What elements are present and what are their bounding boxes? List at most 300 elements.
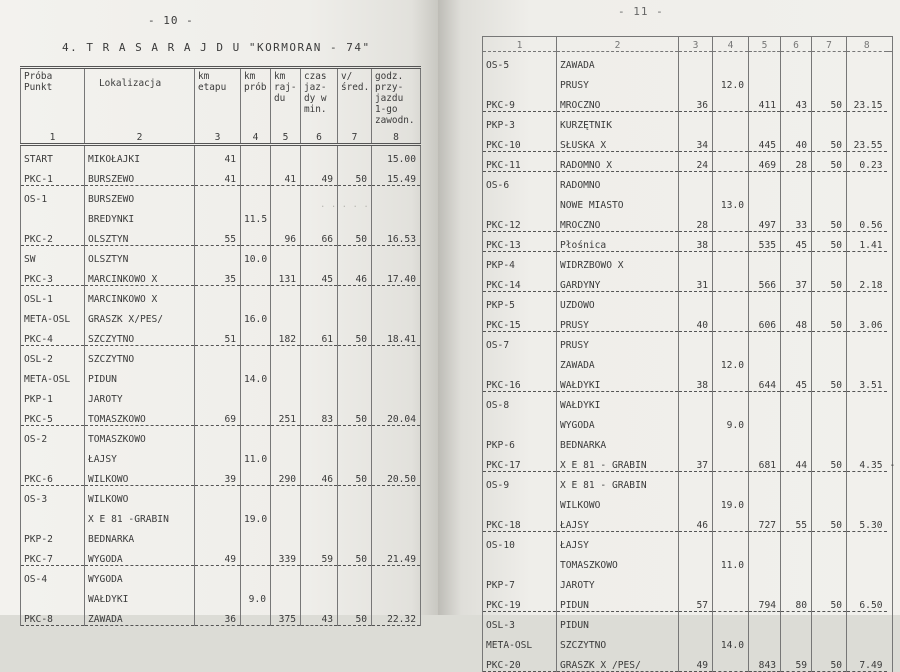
km-test-cell — [241, 386, 271, 406]
km-rally-cell — [271, 306, 301, 326]
km-stage-cell: 41 — [195, 145, 241, 166]
km-stage-cell — [679, 412, 713, 432]
drive-time-cell — [301, 286, 338, 306]
location-cell: Płośnica — [557, 232, 679, 252]
table-row — [483, 552, 893, 572]
km-stage-cell: 38 — [679, 372, 713, 392]
km-test-cell — [241, 606, 271, 626]
margin-mark — [887, 632, 893, 652]
margin-mark — [887, 432, 893, 452]
avg-speed-cell: 50 — [812, 272, 847, 292]
margin-mark — [887, 332, 893, 352]
km-stage-cell — [195, 206, 241, 226]
arrival-time-cell — [372, 366, 421, 386]
arrival-time-cell — [372, 246, 421, 266]
km-rally-cell — [749, 392, 781, 412]
arrival-time-cell: 22.32 — [372, 606, 421, 626]
km-stage-cell — [679, 612, 713, 632]
point-cell — [21, 506, 85, 526]
avg-speed-cell — [812, 192, 847, 212]
drive-time-cell — [301, 306, 338, 326]
location-cell: ZAWADA — [557, 52, 679, 72]
km-test-cell — [241, 326, 271, 346]
arrival-time-cell — [847, 292, 887, 312]
km-stage-cell — [679, 432, 713, 452]
km-stage-cell: 36 — [195, 606, 241, 626]
location-cell: PRUSY — [557, 312, 679, 332]
table-row — [483, 152, 893, 172]
page-number: - 10 - — [148, 14, 194, 27]
km-rally-cell: 727 — [749, 512, 781, 532]
col-header-km-test: km prób — [241, 68, 271, 127]
margin-mark — [887, 172, 893, 192]
avg-speed-cell — [338, 346, 372, 366]
arrival-time-cell — [847, 172, 887, 192]
location-cell: ZAWADA — [557, 352, 679, 372]
point-cell: PKC-12 — [483, 212, 557, 232]
point-cell: PKC-9 — [483, 92, 557, 112]
arrival-time-cell: 15.00 — [372, 145, 421, 166]
location-cell: GARDYNY — [557, 272, 679, 292]
drive-time-cell — [301, 486, 338, 506]
km-rally-cell — [749, 112, 781, 132]
arrival-time-cell: 20.04 — [372, 406, 421, 426]
arrival-time-cell: 16.53 — [372, 226, 421, 246]
margin-mark — [887, 192, 893, 212]
km-test-cell — [241, 226, 271, 246]
location-cell: UZDOWO — [557, 292, 679, 312]
arrival-time-cell — [372, 506, 421, 526]
table-row — [21, 366, 421, 386]
column-number: 7 — [338, 127, 372, 145]
table-row — [483, 312, 893, 332]
point-cell: PKP-1 — [21, 386, 85, 406]
drive-time-cell — [781, 532, 812, 552]
location-cell: WAŁDYKI — [557, 372, 679, 392]
km-stage-cell: 37 — [679, 452, 713, 472]
table-row — [21, 266, 421, 286]
avg-speed-cell — [338, 386, 372, 406]
km-rally-cell — [749, 572, 781, 592]
table-row — [483, 612, 893, 632]
avg-speed-cell — [812, 532, 847, 552]
drive-time-cell: 59 — [301, 546, 338, 566]
table-row — [483, 532, 893, 552]
point-cell: OS-1 — [21, 186, 85, 206]
km-rally-cell — [749, 632, 781, 652]
table-row — [483, 52, 893, 72]
km-rally-cell: 497 — [749, 212, 781, 232]
km-rally-cell — [271, 446, 301, 466]
location-cell: X E 81 - GRABIN — [557, 452, 679, 472]
location-cell: JAROTY — [557, 572, 679, 592]
point-cell — [21, 446, 85, 466]
location-cell: TOMASZKOWO — [557, 552, 679, 572]
drive-time-cell — [301, 586, 338, 606]
table-row — [483, 492, 893, 512]
column-number: 3 — [195, 127, 241, 145]
point-cell: OS-2 — [21, 426, 85, 446]
arrival-time-cell: 6.50 — [847, 592, 887, 612]
km-test-cell — [713, 512, 749, 532]
avg-speed-cell — [812, 552, 847, 572]
km-rally-cell: 182 — [271, 326, 301, 346]
km-stage-cell — [195, 426, 241, 446]
avg-speed-cell: 50 — [812, 92, 847, 112]
km-test-cell — [241, 166, 271, 186]
drive-time-cell — [781, 292, 812, 312]
point-cell: PKP-4 — [483, 252, 557, 272]
km-stage-cell — [195, 446, 241, 466]
km-rally-cell: 644 — [749, 372, 781, 392]
drive-time-cell: 28 — [781, 152, 812, 172]
location-cell: ŁAJSY — [557, 532, 679, 552]
point-cell — [483, 192, 557, 212]
column-number: 1 — [21, 127, 85, 145]
avg-speed-cell — [812, 52, 847, 72]
arrival-time-cell: 3.51 — [847, 372, 887, 392]
km-stage-cell: 39 — [195, 466, 241, 486]
km-test-cell — [713, 172, 749, 192]
margin-mark — [887, 252, 893, 272]
km-stage-cell: 57 — [679, 592, 713, 612]
column-number: 3 — [679, 37, 713, 52]
km-test-cell: 12.0 — [713, 352, 749, 372]
arrival-time-cell: 20.50 — [372, 466, 421, 486]
km-test-cell — [241, 145, 271, 166]
margin-mark — [887, 532, 893, 552]
km-stage-cell — [679, 192, 713, 212]
km-test-cell — [713, 332, 749, 352]
avg-speed-cell — [812, 472, 847, 492]
drive-time-cell — [781, 612, 812, 632]
km-rally-cell — [749, 612, 781, 632]
location-cell: RADOMNO — [557, 172, 679, 192]
column-number: 2 — [557, 37, 679, 52]
km-stage-cell: 38 — [679, 232, 713, 252]
avg-speed-cell — [812, 292, 847, 312]
avg-speed-cell: 50 — [338, 226, 372, 246]
km-test-cell — [713, 292, 749, 312]
table-row — [21, 466, 421, 486]
km-rally-cell — [271, 526, 301, 546]
arrival-time-cell — [847, 612, 887, 632]
km-stage-cell: 49 — [195, 546, 241, 566]
point-cell: PKP-6 — [483, 432, 557, 452]
avg-speed-cell: 50 — [338, 326, 372, 346]
avg-speed-cell — [338, 566, 372, 586]
km-stage-cell — [195, 286, 241, 306]
margin-mark — [887, 112, 893, 132]
km-stage-cell — [679, 52, 713, 72]
table-row — [483, 412, 893, 432]
arrival-time-cell: 23.55 — [847, 132, 887, 152]
drive-time-cell: 46 — [301, 466, 338, 486]
km-rally-cell — [271, 586, 301, 606]
margin-mark — [887, 652, 893, 672]
arrival-time-cell — [847, 572, 887, 592]
arrival-time-cell — [847, 632, 887, 652]
km-stage-cell: 41 — [195, 166, 241, 186]
col-header-arrival-time: godz. przy- jazdu 1-go zawodn. — [372, 68, 421, 127]
arrival-time-cell: 18.41 — [372, 326, 421, 346]
col-header-avg-speed: v/ śred. — [338, 68, 372, 127]
point-cell: PKP-3 — [483, 112, 557, 132]
arrival-time-cell — [847, 432, 887, 452]
drive-time-cell — [301, 246, 338, 266]
margin-mark — [887, 372, 893, 392]
km-rally-cell — [271, 186, 301, 206]
avg-speed-cell — [338, 526, 372, 546]
km-stage-cell: 24 — [679, 152, 713, 172]
arrival-time-cell — [372, 206, 421, 226]
location-cell: BURSZEWO — [85, 166, 195, 186]
location-cell: X E 81 - GRABIN — [557, 472, 679, 492]
drive-time-cell — [301, 186, 338, 206]
km-test-cell — [241, 286, 271, 306]
km-test-cell — [713, 372, 749, 392]
arrival-time-cell — [847, 332, 887, 352]
km-test-cell: 9.0 — [241, 586, 271, 606]
col-header-drive-time: czas jaz- dy w min. — [301, 68, 338, 127]
table-row — [483, 72, 893, 92]
km-rally-cell: 469 — [749, 152, 781, 172]
location-cell: PRUSY — [557, 72, 679, 92]
margin-mark: - — [889, 460, 896, 471]
drive-time-cell — [781, 412, 812, 432]
location-cell: BURSZEWO — [85, 186, 195, 206]
point-cell — [483, 352, 557, 372]
column-number: 8 — [847, 37, 887, 52]
point-cell: META-OSL — [483, 632, 557, 652]
drive-time-cell: 43 — [301, 606, 338, 626]
arrival-time-cell — [372, 186, 421, 206]
point-cell: PKC-4 — [21, 326, 85, 346]
km-rally-cell: 96 — [271, 226, 301, 246]
km-rally-cell — [749, 252, 781, 272]
arrival-time-cell — [372, 286, 421, 306]
avg-speed-cell: 50 — [812, 512, 847, 532]
km-rally-cell — [271, 246, 301, 266]
point-cell: META-OSL — [21, 306, 85, 326]
km-rally-cell: 339 — [271, 546, 301, 566]
drive-time-cell: 37 — [781, 272, 812, 292]
location-cell: KURZĘTNIK — [557, 112, 679, 132]
km-rally-cell: 681 — [749, 452, 781, 472]
arrival-time-cell: 15.49 — [372, 166, 421, 186]
margin-mark — [887, 232, 893, 252]
table-row — [21, 246, 421, 266]
point-cell: PKC-8 — [21, 606, 85, 626]
table-row — [21, 486, 421, 506]
location-cell: PRUSY — [557, 332, 679, 352]
table-row — [21, 326, 421, 346]
arrival-time-cell — [847, 192, 887, 212]
km-stage-cell — [195, 526, 241, 546]
point-cell: PKC-13 — [483, 232, 557, 252]
avg-speed-cell — [338, 306, 372, 326]
arrival-time-cell — [372, 526, 421, 546]
km-stage-cell — [679, 252, 713, 272]
table-row — [483, 192, 893, 212]
km-test-cell — [713, 112, 749, 132]
km-test-cell: 11.5 — [241, 206, 271, 226]
km-rally-cell: 535 — [749, 232, 781, 252]
point-cell: PKC-7 — [21, 546, 85, 566]
col-header-location: Lokalizacja — [85, 68, 195, 127]
km-test-cell — [241, 186, 271, 206]
km-test-cell: 12.0 — [713, 72, 749, 92]
point-cell — [21, 206, 85, 226]
point-cell: PKC-19 — [483, 592, 557, 612]
location-cell: GRASZK X/PES/ — [85, 306, 195, 326]
location-cell: SZCZYTNO — [85, 346, 195, 366]
avg-speed-cell: 50 — [338, 466, 372, 486]
margin-mark — [887, 52, 893, 72]
arrival-time-cell: 23.15 — [847, 92, 887, 112]
table-row — [21, 566, 421, 586]
col-header-km-rally: km raj- du — [271, 68, 301, 127]
margin-mark — [887, 352, 893, 372]
point-cell: OSL-2 — [21, 346, 85, 366]
km-stage-cell: 31 — [679, 272, 713, 292]
km-test-cell — [713, 612, 749, 632]
point-cell: SW — [21, 246, 85, 266]
km-rally-cell: 290 — [271, 466, 301, 486]
avg-speed-cell — [338, 366, 372, 386]
avg-speed-cell: 46 — [338, 266, 372, 286]
table-row — [21, 145, 421, 166]
margin-mark — [887, 592, 893, 612]
avg-speed-cell — [812, 172, 847, 192]
table-row — [21, 286, 421, 306]
location-cell: SŁUSKA X — [557, 132, 679, 152]
point-cell: META-OSL — [21, 366, 85, 386]
margin-mark — [887, 512, 893, 532]
arrival-time-cell — [847, 352, 887, 372]
km-test-cell — [713, 212, 749, 232]
km-stage-cell — [679, 292, 713, 312]
km-test-cell — [713, 232, 749, 252]
km-stage-cell — [679, 72, 713, 92]
point-cell — [21, 586, 85, 606]
arrival-time-cell: 0.23 — [847, 152, 887, 172]
arrival-time-cell: 0.56 — [847, 212, 887, 232]
avg-speed-cell — [812, 332, 847, 352]
margin-mark — [887, 412, 893, 432]
table-body — [21, 145, 421, 626]
km-stage-cell — [195, 346, 241, 366]
drive-time-cell — [781, 492, 812, 512]
km-test-cell — [241, 526, 271, 546]
arrival-time-cell — [847, 412, 887, 432]
location-cell: ŁAJSY — [557, 512, 679, 532]
drive-time-cell: 66 — [301, 226, 338, 246]
location-cell: WYGODA — [85, 546, 195, 566]
drive-time-cell — [301, 446, 338, 466]
location-cell: WILKOWO — [85, 466, 195, 486]
drive-time-cell — [781, 472, 812, 492]
drive-time-cell: 45 — [781, 232, 812, 252]
table-row — [21, 206, 421, 226]
point-cell: PKP-2 — [21, 526, 85, 546]
location-cell: WAŁDYKI — [85, 586, 195, 606]
page-number: - 11 - — [618, 5, 664, 18]
arrival-time-cell — [372, 426, 421, 446]
margin-mark — [887, 312, 893, 332]
point-cell: OS-6 — [483, 172, 557, 192]
column-number: 4 — [241, 127, 271, 145]
location-cell: SZCZYTNO — [85, 326, 195, 346]
column-number: 7 — [812, 37, 847, 52]
km-stage-cell: 69 — [195, 406, 241, 426]
km-test-cell — [713, 432, 749, 452]
km-stage-cell — [195, 586, 241, 606]
location-cell: TOMASZKOWO — [85, 406, 195, 426]
avg-speed-cell — [812, 632, 847, 652]
drive-time-cell — [781, 632, 812, 652]
drive-time-cell — [781, 112, 812, 132]
location-cell: NOWE MIASTO — [557, 192, 679, 212]
km-test-cell — [241, 346, 271, 366]
drive-time-cell — [781, 192, 812, 212]
table-row — [483, 172, 893, 192]
arrival-time-cell — [847, 112, 887, 132]
km-test-cell — [713, 92, 749, 112]
arrival-time-cell: 4.35 — [847, 452, 887, 472]
drive-time-cell — [301, 386, 338, 406]
location-cell: BEDNARKA — [557, 432, 679, 452]
km-test-cell — [713, 572, 749, 592]
drive-time-cell: 49 — [301, 166, 338, 186]
km-test-cell: 19.0 — [241, 506, 271, 526]
table-row — [21, 446, 421, 466]
arrival-time-cell — [847, 492, 887, 512]
left-page — [0, 0, 438, 625]
drive-time-cell — [301, 526, 338, 546]
point-cell: OS-7 — [483, 332, 557, 352]
km-test-cell — [713, 152, 749, 172]
km-test-cell: 13.0 — [713, 192, 749, 212]
location-cell: MROCZNO — [557, 92, 679, 112]
km-stage-cell — [679, 532, 713, 552]
table-row — [483, 372, 893, 392]
arrival-time-cell: 17.40 — [372, 266, 421, 286]
route-table-left — [20, 66, 421, 626]
table-row — [483, 332, 893, 352]
column-number: 6 — [781, 37, 812, 52]
km-rally-cell — [749, 172, 781, 192]
avg-speed-cell — [812, 492, 847, 512]
km-rally-cell — [271, 145, 301, 166]
km-stage-cell — [679, 112, 713, 132]
location-cell: TOMASZKOWO — [85, 426, 195, 446]
table-row — [21, 606, 421, 626]
km-rally-cell — [749, 352, 781, 372]
column-number: 6 — [301, 127, 338, 145]
location-cell: ŁAJSY — [85, 446, 195, 466]
point-cell: OSL-3 — [483, 612, 557, 632]
point-cell: PKC-17 — [483, 452, 557, 472]
location-cell: PIDUN — [85, 366, 195, 386]
table-row — [483, 252, 893, 272]
km-rally-cell — [749, 552, 781, 572]
margin-mark — [887, 212, 893, 232]
km-rally-cell — [749, 192, 781, 212]
table-row — [483, 352, 893, 372]
km-test-cell — [241, 266, 271, 286]
avg-speed-cell — [812, 612, 847, 632]
